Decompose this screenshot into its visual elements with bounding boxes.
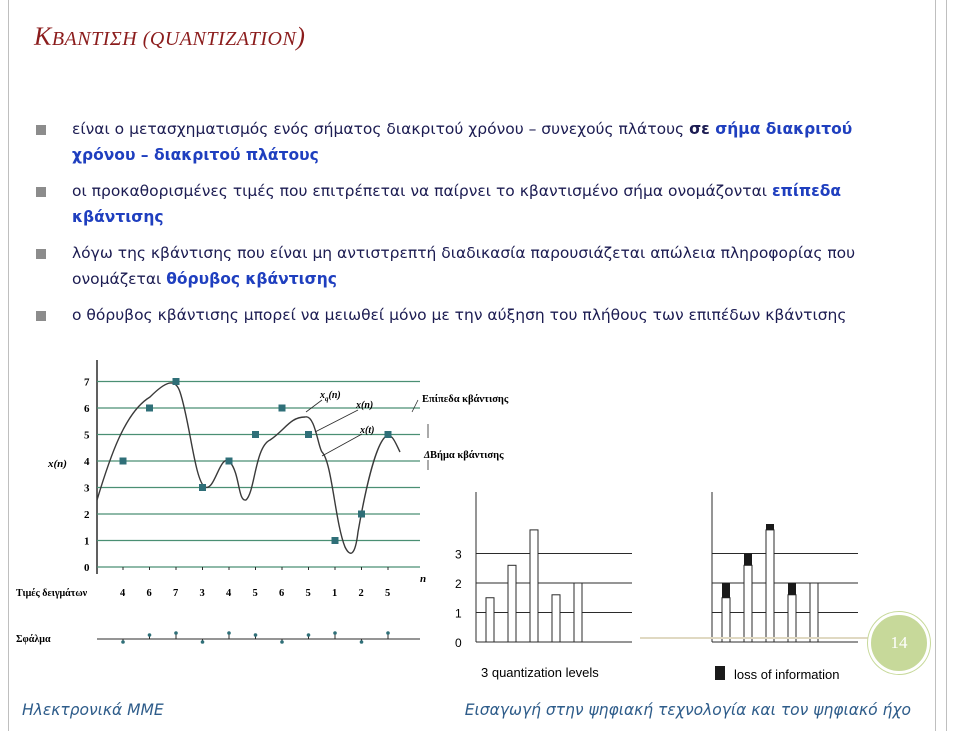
y-tick-label: 6 — [84, 403, 90, 415]
error-dot — [121, 640, 125, 644]
quantized-sample — [279, 405, 286, 412]
bullet-text: οι προκαθορισμένες τιμές που επιτρέπεται να παίρνει το κβαντισμένο σήμα ονομάζονται — [72, 182, 772, 200]
y-tick-label: 0 — [84, 562, 90, 574]
sample-value: 3 — [199, 588, 205, 599]
mid-y-ticks — [455, 548, 462, 651]
loss-segment — [722, 583, 730, 598]
bar — [788, 595, 796, 642]
levels-annotation: Επίπεδα κβάντισης — [422, 394, 509, 405]
loss-segment — [766, 524, 774, 530]
delta-symbol: Δ — [424, 450, 431, 461]
quantization-figure — [0, 352, 959, 682]
left-figure — [16, 360, 509, 645]
right-grid — [712, 554, 858, 643]
bar — [574, 583, 582, 642]
right-caption: loss of information — [734, 667, 840, 682]
page-number-badge — [868, 612, 930, 674]
sample-value: 5 — [305, 588, 311, 599]
title-rest: ΒΑΝΤΙΣΗ ( — [51, 28, 150, 50]
y-tick-label: 3 — [455, 547, 462, 562]
y-tick-label: 2 — [455, 577, 462, 591]
middle-figure — [455, 492, 632, 680]
sample-value: 5 — [385, 588, 391, 599]
bullet-highlight: θόρυβος κβάντισης — [166, 270, 337, 288]
y-tick-label: 3 — [84, 482, 90, 495]
bar — [744, 565, 752, 642]
bar — [766, 530, 774, 642]
mid-bars — [486, 530, 582, 642]
left-x-axis-symbol: n — [420, 573, 427, 585]
sample-value: 4 — [226, 588, 232, 599]
bullet-highlight: σήμα διακριτού χρόνου – διακριτού πλάτους — [72, 120, 853, 164]
y-tick-label: 0 — [455, 636, 462, 650]
bullet-list — [36, 116, 886, 350]
sample-value: 6 — [146, 588, 152, 599]
bar — [530, 530, 538, 642]
sample-values — [120, 588, 390, 599]
footer-right: Εισαγωγή στην ψηφιακή τεχνολογία και τον ψηφιακό ήχο — [464, 701, 911, 719]
title-first-letter: Κ — [34, 22, 52, 51]
quantized-sample — [226, 458, 233, 465]
y-tick-label: 2 — [84, 509, 90, 521]
left-y-axis-label: x(n) — [48, 458, 67, 470]
error-dot — [254, 633, 258, 637]
bullet-square-icon — [36, 311, 46, 321]
error-dot — [227, 631, 231, 635]
y-tick-label: 4 — [84, 456, 90, 468]
quantized-sample — [199, 484, 206, 491]
sample-points — [120, 378, 392, 570]
bullet-item — [36, 240, 886, 292]
quantized-sample — [305, 431, 312, 438]
quantized-sample — [332, 537, 339, 544]
footer-left: Ηλεκτρονικά ΜΜΕ — [22, 701, 164, 719]
quantized-sample — [252, 431, 259, 438]
bullet-square-icon — [36, 125, 46, 135]
left-y-ticks — [84, 377, 90, 575]
bullet-square-icon — [36, 187, 46, 197]
annotations — [412, 394, 509, 470]
slide-title — [34, 22, 305, 52]
bullet-highlight: επίπεδα κβάντισης — [72, 182, 842, 226]
sample-value: 7 — [173, 588, 179, 599]
error-label: Σφάλμα — [16, 634, 51, 645]
error-dot — [280, 640, 284, 644]
xt-label: x(t) — [360, 425, 375, 436]
quantized-sample — [385, 431, 392, 438]
quantized-sample — [146, 405, 153, 412]
mid-caption: 3 quantization levels — [481, 665, 599, 680]
loss-segment — [788, 583, 796, 595]
error-dot — [307, 633, 311, 637]
bullet-text: είναι ο μετασχηματισμός ενός σήματος διακριτού χρόνου – συνεχούς πλάτους — [72, 120, 690, 138]
bullet-item — [36, 178, 886, 230]
bullet-text: λόγω της κβάντισης που είναι μη αντιστρεπτή διαδικασία παρουσιάζεται απώλεια πληροφορίας που ονομάζεται — [72, 244, 856, 288]
sample-value: 4 — [120, 588, 126, 599]
page-number: 14 — [890, 633, 908, 652]
xn-label: x(n) — [356, 400, 374, 411]
xq-label: $x_q(n)$ — [320, 390, 341, 403]
y-tick-label: 1 — [455, 606, 462, 621]
bullet-emphasis: σε — [689, 120, 716, 138]
error-dot — [360, 640, 364, 644]
bar — [722, 598, 730, 642]
error-dot — [386, 631, 390, 635]
step-annotation: Βήμα κβάντισης — [430, 450, 504, 461]
loss-segment — [744, 554, 752, 566]
y-tick-label: 7 — [84, 376, 90, 389]
error-stems — [121, 631, 390, 644]
quantized-sample — [120, 458, 127, 465]
bar — [508, 565, 516, 642]
bullet-square-icon — [36, 249, 46, 259]
title-en: QUANTIZATION — [149, 28, 297, 50]
error-dot — [333, 631, 337, 635]
error-dot — [201, 640, 205, 644]
sample-value: 6 — [279, 588, 285, 599]
bar — [486, 598, 494, 642]
quantized-sample — [358, 511, 365, 518]
sample-value: 1 — [332, 588, 338, 599]
error-dot — [174, 631, 178, 635]
page-number-bar — [640, 637, 880, 639]
right-figure — [712, 492, 858, 682]
quantized-sample — [173, 378, 180, 385]
bar — [810, 583, 818, 642]
curve-labels — [306, 390, 374, 456]
bullet-item — [36, 302, 886, 328]
y-tick-label: 1 — [84, 535, 90, 548]
title-close: ) — [296, 22, 306, 51]
sample-value: 5 — [252, 588, 258, 599]
bar — [552, 595, 560, 642]
bullet-item — [36, 116, 886, 168]
bullet-text: ο θόρυβος κβάντισης μπορεί να μειωθεί μόνο με την αύξηση του πλήθους των επιπέδων κβάντισης — [72, 306, 847, 324]
loss-legend-swatch — [715, 666, 725, 680]
y-tick-label: 5 — [84, 429, 90, 442]
error-dot — [148, 633, 152, 637]
sample-values-label: Τιμές δειγμάτων — [16, 588, 88, 599]
sample-value: 2 — [358, 588, 364, 599]
